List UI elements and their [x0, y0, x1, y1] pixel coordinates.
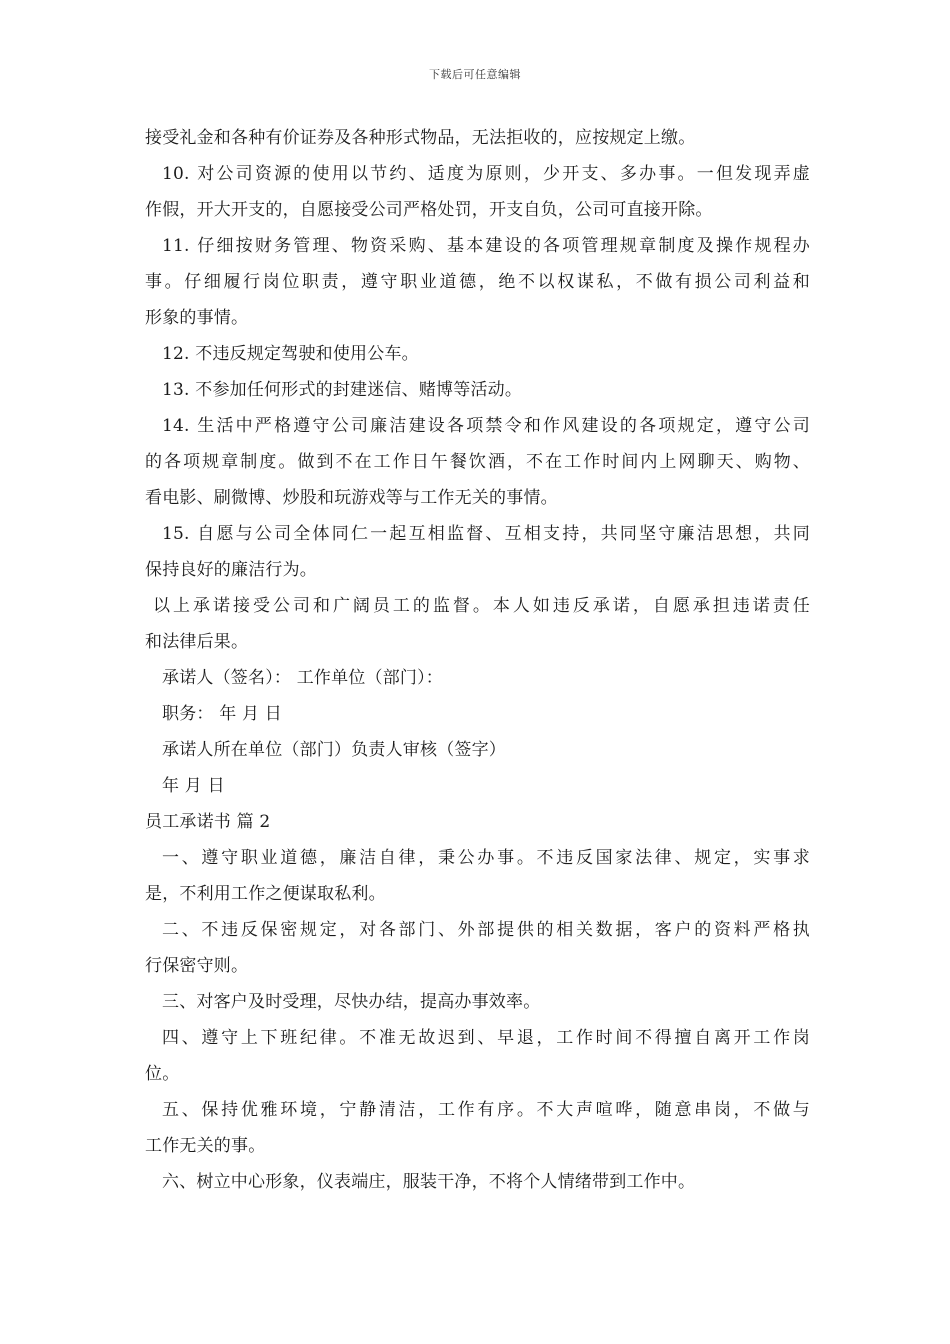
text-line: 是，不利用工作之便谋取私利。	[145, 884, 386, 904]
text-line: 事。仔细履行岗位职责，遵守职业道德，绝不以权谋私，不做有损公司利益和	[145, 272, 810, 292]
text-line: 三、对客户及时受理，尽快办结，提高办事效率。	[162, 992, 541, 1012]
text-line: 10. 对公司资源的使用以节约、适度为原则，少开支、多办事。一但发现弄虚	[162, 164, 810, 184]
text-line: 以上承诺接受公司和广阔员工的监督。本人如违反承诺，自愿承担违诺责任	[153, 596, 810, 616]
text-line: 11. 仔细按财务管理、物资采购、基本建设的各项管理规章制度及操作规程办	[162, 236, 810, 256]
text-line: 12. 不违反规定驾驶和使用公车。	[162, 344, 419, 364]
document-body	[145, 120, 810, 1200]
text-line: 看电影、刷微博、炒股和玩游戏等与工作无关的事情。	[145, 488, 558, 508]
review-line: 承诺人所在单位（部门）负责人审核（签字）	[162, 740, 506, 760]
text-line: 二、不违反保密规定，对各部门、外部提供的相关数据，客户的资料严格执	[162, 920, 810, 940]
text-line: 六、树立中心形象，仪表端庄，服装干净，不将个人情绪带到工作中。	[162, 1172, 696, 1192]
text-line: 作假，开大开支的，自愿接受公司严格处罚，开支自负，公司可直接开除。	[145, 200, 713, 220]
page-header-note: 下载后可任意编辑	[429, 68, 521, 81]
text-line: 保持良好的廉洁行为。	[145, 560, 317, 580]
section-heading: 员工承诺书 篇 2	[145, 812, 271, 832]
text-line: 14. 生活中严格遵守公司廉洁建设各项禁令和作风建设的各项规定，遵守公司	[162, 416, 810, 436]
text-line: 四、遵守上下班纪律。不准无故迟到、早退，工作时间不得擅自离开工作岗	[162, 1028, 810, 1048]
text-line: 的各项规章制度。做到不在工作日午餐饮酒，不在工作时间内上网聊天、购物、	[145, 452, 810, 472]
date-line: 年 月 日	[162, 776, 225, 796]
position-date-line: 职务： 年 月 日	[162, 704, 283, 724]
text-line: 和法律后果。	[145, 632, 249, 652]
text-line: 五、保持优雅环境，宁静清洁，工作有序。不大声喧哗，随意串岗，不做与	[162, 1100, 810, 1120]
signature-line: 承诺人（签名）： 工作单位（部门）：	[162, 668, 444, 688]
text-line: 位。	[145, 1064, 180, 1084]
text-line: 13. 不参加任何形式的封建迷信、赌博等活动。	[162, 380, 523, 400]
text-line: 行保密守则。	[145, 956, 249, 976]
text-line: 形象的事情。	[145, 308, 249, 328]
text-line: 15. 自愿与公司全体同仁一起互相监督、互相支持，共同坚守廉洁思想，共同	[162, 524, 810, 544]
text-line: 一、遵守职业道德，廉洁自律，秉公办事。不违反国家法律、规定，实事求	[162, 848, 810, 868]
text-line: 工作无关的事。	[145, 1136, 266, 1156]
text-line: 接受礼金和各种有价证券及各种形式物品，无法拒收的，应按规定上缴。	[145, 128, 696, 148]
